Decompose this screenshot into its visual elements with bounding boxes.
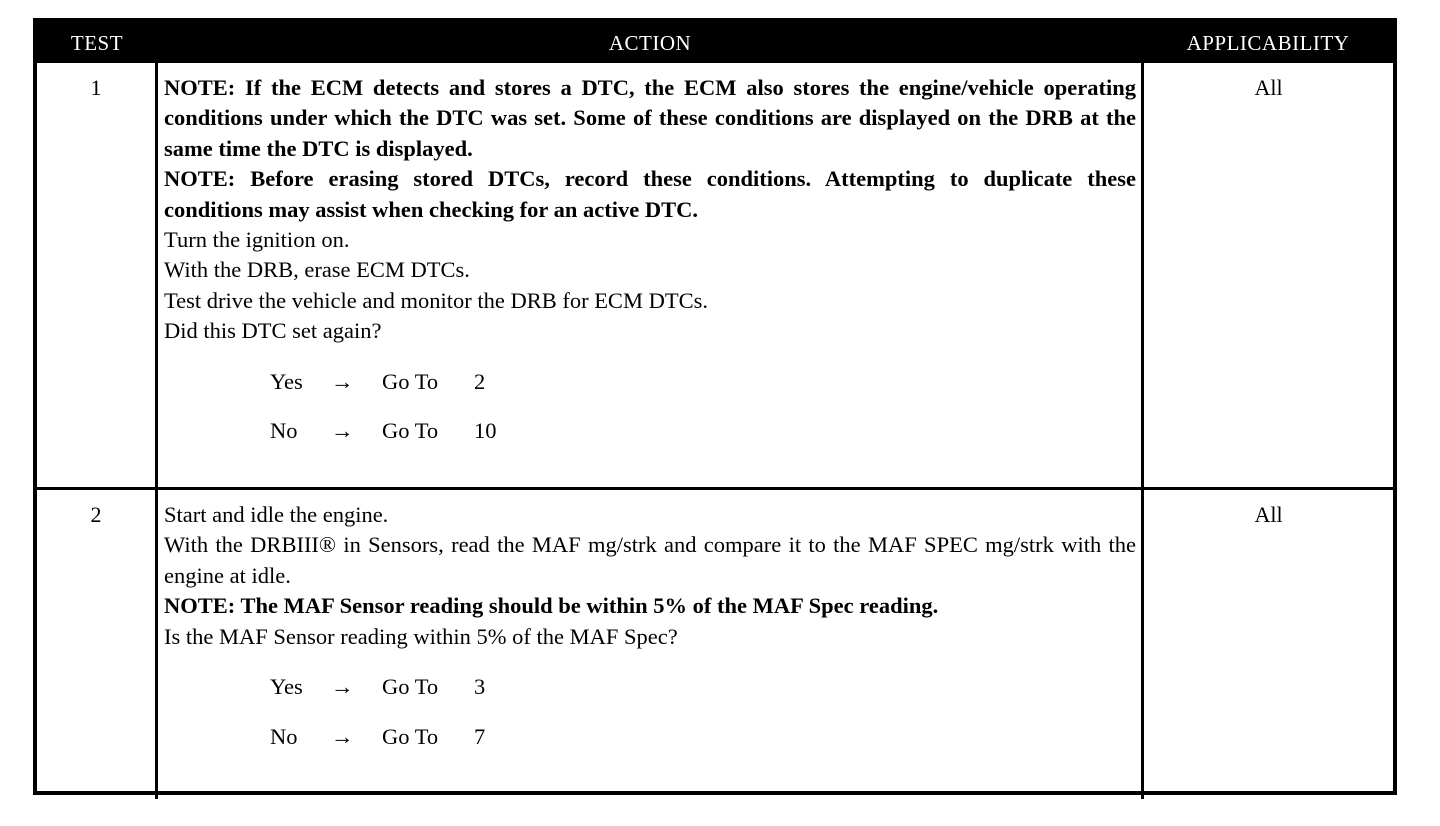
outcome-label: Yes — [270, 368, 303, 394]
step-text: With the DRBIII® in Sensors, read the MAF mg/strk and compare it to the MAF SPEC mg/strk with the engine at idle. — [164, 532, 1136, 588]
step-text: Test drive the vehicle and monitor the DRB for ECM DTCs. — [164, 287, 708, 313]
goto-target: 3 — [474, 674, 486, 700]
goto-target: 7 — [474, 723, 486, 749]
goto-text: Go To — [382, 368, 439, 394]
arrow-icon: → — [331, 418, 354, 444]
step-text: With the DRB, erase ECM DTCs. — [164, 257, 470, 283]
outcome-label: No — [270, 723, 298, 749]
note-text: NOTE: Before erasing stored DTCs, record these conditions. Attempting to duplicate these conditions may assist when checking for an active DTC. — [164, 166, 1136, 222]
diagnostic-test-table — [33, 18, 1397, 795]
question-text: Is the MAF Sensor reading within 5% of the MAF Spec? — [164, 623, 678, 649]
note-text: NOTE: If the ECM detects and stores a DTC, the ECM also stores the engine/vehicle operating conditions under which the DTC was set. Some of these conditions are displayed on the DRB at the same time the DTC is displayed. — [164, 75, 1136, 161]
test-number: 1 — [90, 75, 102, 100]
goto-text: Go To — [382, 418, 439, 444]
action-cell — [164, 73, 1136, 466]
applicability-value: All — [1254, 75, 1283, 100]
goto-target: 2 — [474, 368, 486, 394]
outcome-yes — [164, 672, 1136, 722]
outcome-no — [164, 416, 1136, 466]
outcome-label: No — [270, 418, 298, 444]
goto-text: Go To — [382, 723, 439, 749]
step-text: Turn the ignition on. — [164, 227, 350, 253]
header-applicability: APPLICABILITY — [1186, 31, 1350, 55]
table-row — [37, 63, 1393, 487]
goto-target: 10 — [474, 418, 497, 444]
action-cell — [164, 500, 1136, 771]
goto-text: Go To — [382, 674, 439, 700]
table-header — [37, 22, 1393, 63]
applicability-value: All — [1254, 502, 1283, 527]
outcome-yes — [164, 367, 1136, 417]
outcome-no — [164, 722, 1136, 772]
test-number: 2 — [90, 502, 102, 527]
question-text: Did this DTC set again? — [164, 318, 382, 344]
note-text: NOTE: The MAF Sensor reading should be within 5% of the MAF Spec reading. — [164, 593, 939, 619]
arrow-icon: → — [331, 368, 354, 394]
arrow-icon: → — [331, 674, 354, 700]
step-text: Start and idle the engine. — [164, 502, 389, 527]
arrow-icon: → — [331, 723, 354, 749]
table-row — [37, 490, 1393, 795]
header-action: ACTION — [608, 31, 692, 55]
outcome-label: Yes — [270, 674, 303, 700]
header-test: TEST — [70, 31, 124, 55]
